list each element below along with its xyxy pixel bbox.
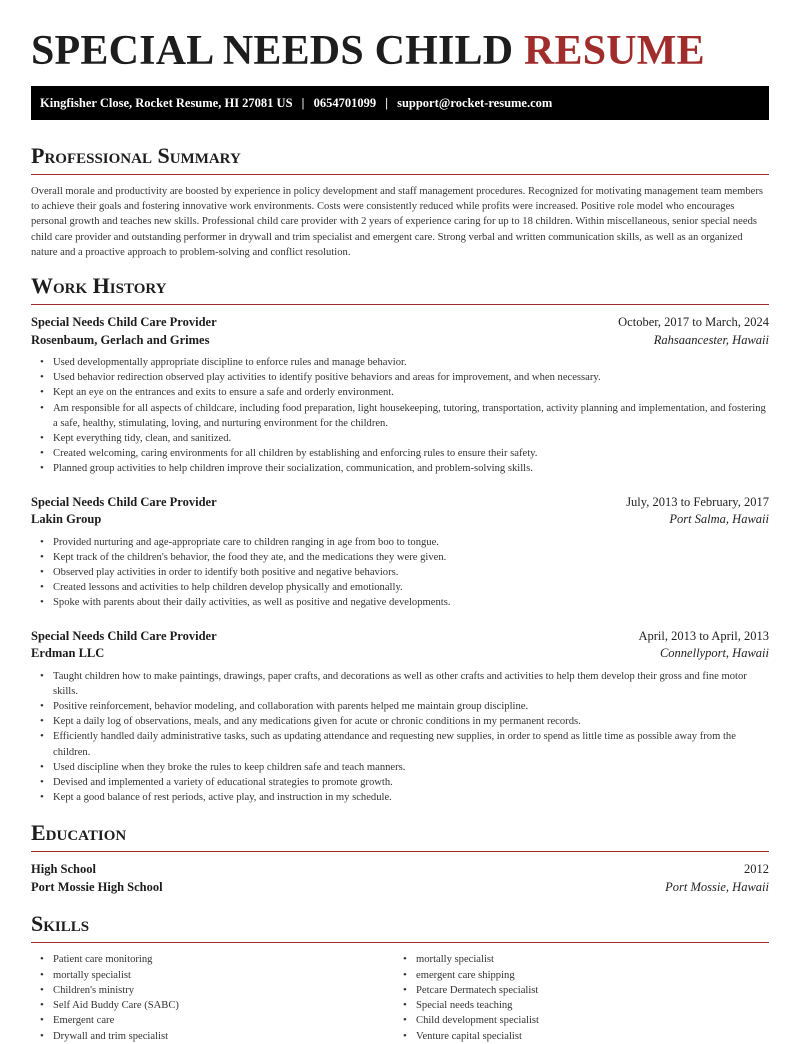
section-heading-education: Education — [31, 819, 769, 852]
job-bullet-list — [31, 669, 769, 806]
education-location: Port Mossie, Hawaii — [665, 879, 769, 894]
job-entry — [31, 314, 769, 477]
skill-item: • Emergent care — [53, 1013, 394, 1028]
job-bullet: • Observed play activities in order to identify both positive and negative behaviors. — [53, 565, 769, 580]
job-dates: October, 2017 to March, 2024 — [618, 315, 769, 330]
job-bullet: • Planned group activities to help children improve their socialization, communication, and problem-solving skills. — [53, 461, 769, 476]
job-location: Rahsaancester, Hawaii — [653, 332, 769, 347]
skill-item: • Self Aid Buddy Care (SABC) — [53, 998, 394, 1013]
contact-separator: | — [301, 96, 305, 110]
job-bullet: • Created lessons and activities to help children develop physically and emotionally. — [53, 580, 769, 595]
job-bullet: • Kept a good balance of rest periods, active play, and instruction in my schedule. — [53, 790, 769, 805]
education-degree: High School — [31, 862, 96, 877]
job-title-row — [31, 314, 769, 332]
contact-address: Kingfisher Close, Rocket Resume, HI 27081 US — [40, 96, 293, 110]
skill-item: • Children's ministry — [53, 983, 394, 998]
skills-columns — [31, 952, 769, 1043]
job-dates: April, 2013 to April, 2013 — [638, 628, 769, 643]
job-bullet: • Used developmentally appropriate discipline to enforce rules and manage behavior. — [53, 355, 769, 370]
job-title-row — [31, 494, 769, 512]
job-bullet: • Kept track of the children's behavior, the food they ate, and the medications they were given. — [53, 550, 769, 565]
skills-list-right — [394, 952, 757, 1043]
skill-item: • Venture capital specialist — [416, 1029, 757, 1044]
education-degree-row — [31, 861, 769, 879]
skill-item: • Child development specialist — [416, 1013, 757, 1028]
job-title: Special Needs Child Care Provider — [31, 628, 217, 643]
job-bullet: • Used discipline when they broke the rules to keep children safe and teach manners. — [53, 760, 769, 775]
job-bullet: • Used behavior redirection observed play activities to identify positive behaviors and areas for improvement, and when necessary. — [53, 370, 769, 385]
job-company: Rosenbaum, Gerlach and Grimes — [31, 332, 210, 347]
job-location: Port Salma, Hawaii — [669, 512, 769, 527]
job-entry — [31, 494, 769, 611]
contact-phone: 0654701099 — [313, 96, 377, 110]
title-accent: RESUME — [523, 28, 705, 74]
section-heading-skills: Skills — [31, 910, 769, 943]
job-bullet: • Created welcoming, caring environments for all children by establishing and enforcing rules to ensure their safety. — [53, 446, 769, 461]
contact-bar — [31, 86, 769, 120]
job-title: Special Needs Child Care Provider — [31, 315, 217, 330]
contact-separator: | — [385, 96, 388, 110]
skill-item: • Petcare Dermatech specialist — [416, 983, 757, 998]
skills-list-left — [31, 952, 394, 1043]
job-title: Special Needs Child Care Provider — [31, 494, 217, 509]
job-company: Lakin Group — [31, 512, 102, 527]
skills-section — [31, 910, 769, 1043]
job-dates: July, 2013 to February, 2017 — [626, 494, 769, 509]
job-title-row — [31, 628, 769, 646]
resume-title — [31, 0, 769, 86]
skill-item: • mortally specialist — [53, 968, 394, 983]
summary-text: Overall morale and productivity are boosted by experience in policy development and staff management procedures. Recognized for motivating management team members to achieve their goals and fostering innovative work environments. Costs were consistently reduced while profits were increased. Positive role model who encourages personal growth and teaches new skills. Professional child care provider with 2 years of experience caring for up to 18 children. Within miscellaneous, senior special needs child care provider and outstanding performer in drywall and trim specialist and emergent care. Strong verbal and written communication skills, as well as an organized nature and a proactive approach to problem-solving and conflict resolution. — [31, 186, 763, 258]
professional-summary-section — [31, 142, 769, 260]
section-heading-summary: Professional Summary — [31, 142, 769, 175]
work-history-section — [31, 272, 769, 805]
job-company-row — [31, 511, 769, 529]
job-bullet: • Positive reinforcement, behavior modeling, and collaboration with parents helped me maintain group discipline. — [53, 699, 769, 714]
job-bullet: • Kept an eye on the entrances and exits to ensure a safe and orderly environment. — [53, 385, 769, 400]
education-school: Port Mossie High School — [31, 879, 163, 894]
job-bullet-list — [31, 535, 769, 611]
job-bullet: • Provided nurturing and age-appropriate care to children ranging in age from boo to tongue. — [53, 535, 769, 550]
job-company-row — [31, 332, 769, 350]
skill-item: • emergent care shipping — [416, 968, 757, 983]
education-school-row — [31, 879, 769, 897]
job-bullet: • Efficiently handled daily administrative tasks, such as updating attendance and requesting new supplies, in order to spend as little time as possible away from the children. — [53, 729, 769, 759]
section-heading-work: Work History — [31, 272, 769, 305]
job-bullet: • Am responsible for all aspects of childcare, including food preparation, light housekeeping, tutoring, transportation, activity planning and implementation, and fostering a safe, healthy, stimulating, loving, and nurturing environment for the children. — [53, 401, 769, 431]
title-main: SPECIAL NEEDS CHILD — [31, 28, 524, 74]
skill-item: • Drywall and trim specialist — [53, 1029, 394, 1044]
job-entry — [31, 628, 769, 806]
job-bullet: • Kept a daily log of observations, meals, and any medications given for acute or chronic conditions in my permanent records. — [53, 714, 769, 729]
education-section — [31, 819, 769, 896]
job-bullet-list — [31, 355, 769, 477]
job-company: Erdman LLC — [31, 646, 105, 661]
job-bullet: • Kept everything tidy, clean, and sanitized. — [53, 431, 769, 446]
job-bullet: • Devised and implemented a variety of educational strategies to promote growth. — [53, 775, 769, 790]
contact-email[interactable]: support@rocket-resume.com — [397, 96, 553, 110]
skill-item: • Patient care monitoring — [53, 952, 394, 967]
job-location: Connellyport, Hawaii — [659, 646, 769, 661]
skill-item: • mortally specialist — [416, 952, 757, 967]
job-company-row — [31, 645, 769, 663]
job-bullet: • Spoke with parents about their daily activities, as well as positive and negative developments. — [53, 595, 769, 610]
education-year: 2012 — [744, 862, 769, 877]
job-bullet: • Taught children how to make paintings, drawings, paper crafts, and decorations as well as other crafts and activities to help them develop their gross and fine motor skills. — [53, 669, 769, 699]
skill-item: • Special needs teaching — [416, 998, 757, 1013]
